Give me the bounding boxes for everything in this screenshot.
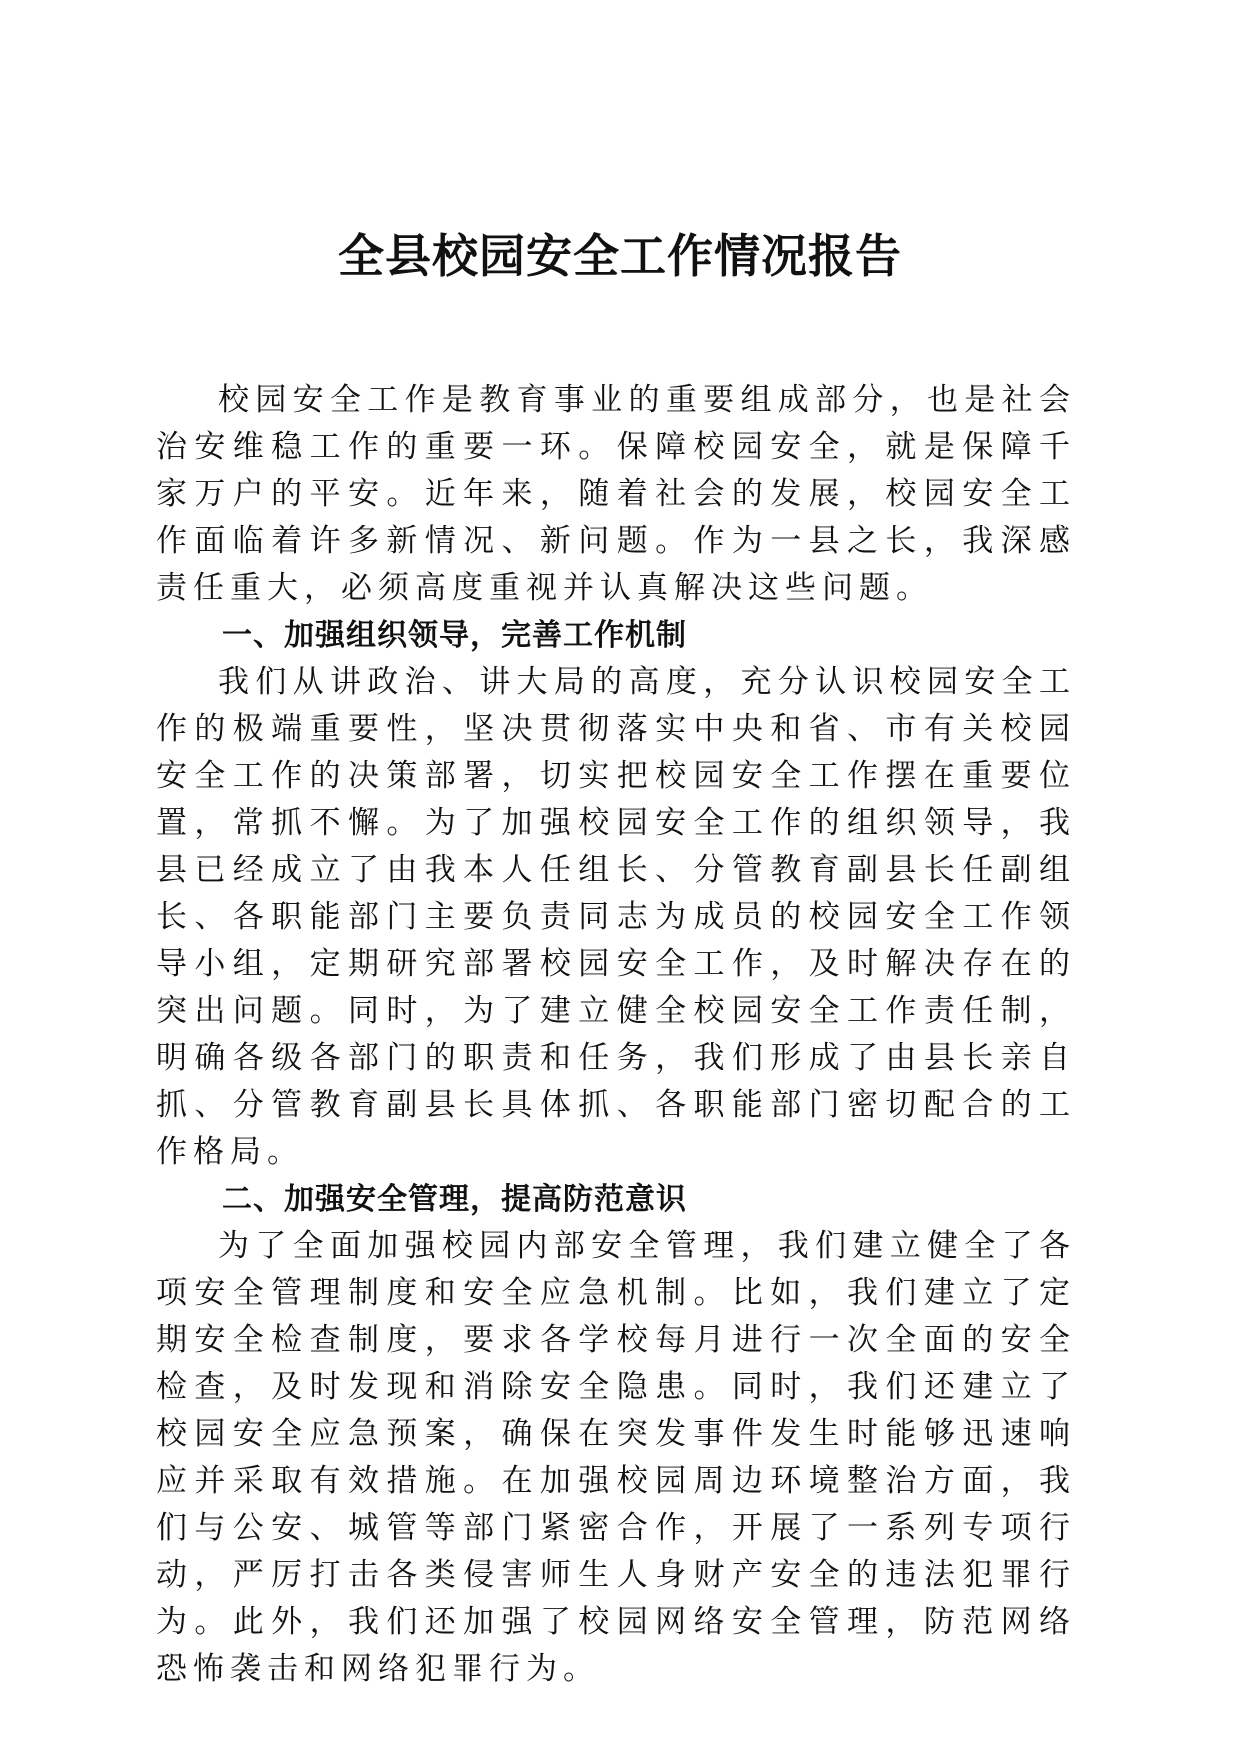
section-heading-1: 一、加强组织领导，完善工作机制: [222, 618, 687, 653]
section-heading-2: 二、加强安全管理，提高防范意识: [222, 1182, 687, 1217]
section-paragraph-2: 为了全面加强校园内部安全管理，我们建立健全了各项安全管理制度和安全应急机制。比如，我们建立了定期安全检查制度，要求各学校每月进行一次全面的安全检查，及时发现和消除安全隐患。同时，我们还建立了校园安全应急预案，确保在突发事件发生时能够迅速响应并采取有效措施。在加强校园周边环境整治方面，我们与公安、城管等部门紧密合作，开展了一系列专项行动，严厉打击各类侵害师生人身财产安全的违法犯罪行为。此外，我们还加强了校园网络安全管理，防范网络恐怖袭击和网络犯罪行为。: [156, 1228, 1076, 1687]
section-paragraph-1: 我们从讲政治、讲大局的高度，充分认识校园安全工作的极端重要性，坚决贯彻落实中央和省、市有关校园安全工作的决策部署，切实把校园安全工作摆在重要位置，常抓不懈。为了加强校园安全工作的组织领导，我县已经成立了由我本人任组长、分管教育副县长任副组长、各职能部门主要负责同志为成员的校园安全工作领导小组，定期研究部署校园安全工作，及时解决存在的突出问题。同时，为了建立健全校园安全工作责任制，明确各级各部门的职责和任务，我们形成了由县长亲自抓、分管教育副县长具体抓、各职能部门密切配合的工作格局。: [156, 664, 1076, 1170]
document-title: 全县校园安全工作情况报告: [338, 229, 902, 283]
intro-paragraph: 校园安全工作是教育事业的重要组成部分，也是社会治安维稳工作的重要一环。保障校园安全，就是保障千家万户的平安。近年来，随着社会的发展，校园安全工作面临着许多新情况、新问题。作为一县之长，我深感责任重大，必须高度重视并认真解决这些问题。: [156, 382, 1076, 606]
document-body: [156, 377, 1076, 1693]
